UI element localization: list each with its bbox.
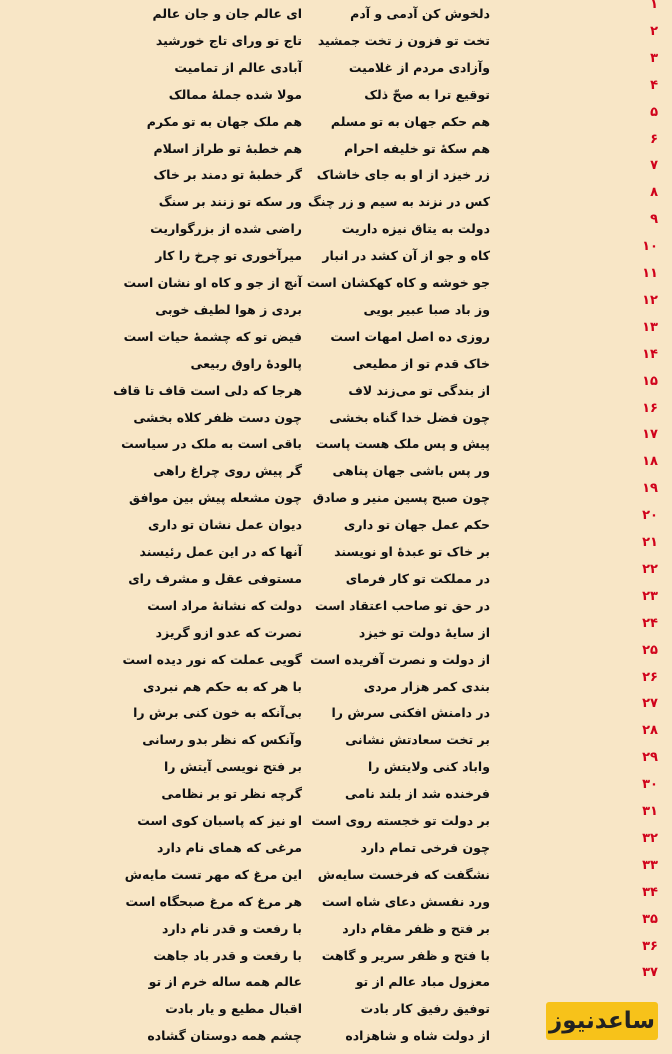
- first-hemistich: او نیز که پاسبان کوی است: [137, 813, 302, 828]
- verse-row: [0, 777, 672, 810]
- verse-row: [0, 239, 672, 272]
- verse-row: [0, 158, 672, 191]
- verse-number: ۴: [650, 77, 658, 93]
- second-hemistich: از بندگی تو می‌زند لاف: [348, 382, 490, 398]
- first-hemistich: هم خطبهٔ تو طراز اسلام: [153, 140, 302, 156]
- verse-number: ۱۶: [642, 400, 658, 416]
- verse-number: ۱۸: [642, 454, 658, 470]
- first-hemistich: دیوان عمل نشان تو داری: [147, 517, 302, 533]
- second-hemistich: نشگفت که فرخست سایه‌ش: [317, 866, 490, 882]
- verse-number: ۳۷: [642, 965, 658, 981]
- verse-row: [0, 696, 672, 729]
- verse-number: ۱۲: [642, 292, 658, 308]
- first-hemistich: تاج تو ورای تاج خورشید: [155, 32, 302, 48]
- second-hemistich: از سایهٔ دولت تو خیزد: [358, 624, 490, 640]
- verse-row: [0, 373, 672, 407]
- verse-row: [0, 804, 672, 837]
- first-hemistich: بی‌آنکه به خون کنی برش را: [133, 705, 302, 721]
- first-hemistich: پالودهٔ راوق ربیعی: [190, 355, 302, 371]
- second-hemistich: پیش و پس ملک هست پاست: [315, 436, 490, 452]
- second-hemistich: واباد کنی ولایتش را: [368, 759, 490, 775]
- verse-row: [0, 642, 672, 676]
- verse-number: ۳۵: [642, 911, 658, 927]
- first-hemistich: فیض تو که چشمهٔ حیات است: [123, 328, 302, 344]
- verse-number: ۸: [650, 185, 658, 201]
- first-hemistich: هرجا که دلی است قاف تا قاف: [113, 382, 302, 398]
- verse-row: [0, 50, 672, 84]
- verse-row: [0, 535, 672, 568]
- verse-row: [0, 561, 672, 595]
- first-hemistich: راضی شده از بزرگواریت: [150, 221, 302, 237]
- second-hemistich: دولت به یتاق نیزه داریت: [341, 221, 490, 237]
- verse-row: [0, 77, 672, 111]
- verse-number: ۲۹: [642, 750, 658, 766]
- verse-number: ۲۸: [642, 723, 658, 739]
- verse-row: [0, 508, 672, 541]
- verse-row: [0, 615, 672, 649]
- verse-number: ۲۰: [642, 508, 658, 524]
- second-hemistich: بر خاک تو عبدهٔ او نویسند: [334, 544, 490, 559]
- verse-number: ۳۲: [642, 830, 658, 846]
- verse-row: [0, 830, 672, 864]
- second-hemistich: بر تخت سعادتش نشانی: [345, 732, 490, 748]
- first-hemistich: ور سکه تو زنند بر سنگ: [158, 194, 302, 210]
- verse-row: [0, 292, 672, 326]
- verse-row: [0, 0, 672, 30]
- verse-number: ۳۱: [642, 804, 658, 819]
- second-hemistich: بر فتح و ظفر مقام دارد: [342, 920, 490, 936]
- second-hemistich: در حق تو صاحب اعتقاد است: [314, 597, 490, 613]
- verse-row: [0, 185, 672, 218]
- verse-number: ۳: [650, 50, 658, 66]
- verse-number: ۳۳: [642, 857, 658, 873]
- verse-row: [0, 212, 672, 245]
- first-hemistich: با رفعت و قدر نام دارد: [161, 920, 302, 936]
- first-hemistich: چون دست ظفر کلاه بخشی: [133, 409, 302, 425]
- second-hemistich: هم سکهٔ تو خلیفه احرام: [344, 140, 490, 156]
- verse-number: ۶: [650, 131, 658, 147]
- verse-row: [0, 965, 672, 998]
- verse-row: [0, 266, 672, 299]
- verse-row: [0, 454, 672, 487]
- verse-number: ۲۷: [642, 696, 658, 712]
- second-hemistich: ورد نفسش دعای شاه است: [321, 893, 490, 909]
- verse-row: [0, 481, 672, 514]
- first-hemistich: آنها که در این عمل رئیسند: [139, 544, 302, 559]
- verse-row: [0, 857, 672, 891]
- first-hemistich: گرچه نظر تو بر نظامی: [161, 786, 302, 802]
- verse-number: ۱۴: [642, 346, 658, 362]
- verse-number: ۲۴: [642, 615, 658, 631]
- second-hemistich: چون صبح پسین منیر و صادق: [312, 490, 490, 506]
- first-hemistich: بر فتح نویسی آیتش را: [164, 759, 302, 775]
- verse-row: [0, 723, 672, 756]
- verse-row: [0, 23, 672, 57]
- first-hemistich: دولت که نشانهٔ مراد است: [147, 597, 302, 613]
- verse-number: ۲۲: [642, 561, 658, 577]
- second-hemistich: ور پس باشی جهان پناهی: [332, 463, 490, 479]
- verse-row: [0, 750, 672, 783]
- second-hemistich: هم حکم جهان به تو مسلم: [330, 113, 490, 129]
- second-hemistich: چون فضل خدا گناه بخشی: [329, 409, 490, 425]
- verse-row: [0, 427, 672, 460]
- first-hemistich: ای عالم جان و جان عالم: [152, 6, 302, 21]
- first-hemistich: مولا شده جملهٔ ممالک: [168, 86, 302, 102]
- first-hemistich: باقی است به ملک در سیاست: [121, 436, 302, 452]
- second-hemistich: وآزادی مردم از غلامیت: [348, 59, 490, 75]
- second-hemistich: با فتح و ظفر سریر و گاهت: [321, 947, 490, 963]
- verse-number: ۳۶: [642, 938, 658, 954]
- first-hemistich: چشم همه دوستان گشاده: [147, 1028, 302, 1044]
- first-hemistich: میرآخوری تو چرخ را کار: [155, 248, 302, 264]
- first-hemistich: مستوفی عقل و مشرف رای: [128, 570, 302, 586]
- first-hemistich: گویی عملت که نور دیده است: [122, 651, 302, 667]
- first-hemistich: مرغی که همای نام دارد: [156, 839, 302, 855]
- second-hemistich: از دولت و نصرت آفریده است: [310, 651, 490, 667]
- verse-row: [0, 104, 672, 138]
- verse-row: [0, 884, 672, 918]
- verse-number: ۱۳: [642, 319, 658, 335]
- verse-number: ۲۶: [642, 669, 658, 685]
- first-hemistich: هم ملک جهان به تو مکرم: [146, 113, 302, 129]
- first-hemistich: عالم همه ساله خرم از تو: [148, 974, 302, 990]
- verse-number: ۵: [650, 104, 658, 120]
- verse-row: [0, 400, 672, 434]
- first-hemistich: با هر که به حکم هم نبردی: [142, 678, 302, 694]
- verse-row: [0, 938, 672, 972]
- second-hemistich: وز باد صبا عبیر بویی: [363, 301, 490, 317]
- verse-row: [0, 911, 672, 945]
- second-hemistich: بندی کمر هزار مردی: [363, 678, 490, 694]
- second-hemistich: حکم عمل جهان تو داری: [343, 517, 490, 533]
- verse-number: ۳۴: [642, 884, 658, 900]
- verse-row: [0, 346, 672, 380]
- verse-number: ۲: [650, 23, 658, 39]
- second-hemistich: توفیق رفیق کار بادت: [360, 1001, 490, 1017]
- first-hemistich: نصرت که عدو ازو گریزد: [155, 624, 302, 640]
- second-hemistich: چون فرخی تمام دارد: [360, 839, 490, 855]
- verse-number: ۱۱: [642, 266, 658, 281]
- second-hemistich: معزول مباد عالم از تو: [355, 974, 490, 990]
- verse-number: ۲۵: [642, 642, 658, 658]
- second-hemistich: تخت تو فزون ز تخت جمشید: [317, 32, 490, 48]
- first-hemistich: با رفعت و قدر باد جاهت: [153, 947, 302, 963]
- second-hemistich: فرخنده شد از بلند نامی: [345, 786, 490, 802]
- first-hemistich: چون مشعله پیش بین موافق: [129, 490, 302, 506]
- second-hemistich: از دولت شاه و شاهزاده: [345, 1028, 490, 1044]
- second-hemistich: کاه و جو از آن کشد در انبار: [322, 248, 490, 264]
- first-hemistich: آنچ از جو و کاه او نشان است: [123, 275, 302, 290]
- first-hemistich: هر مرغ که مرغ صبحگاه است: [125, 893, 302, 909]
- second-hemistich: دلخوش کن آدمی و آدم: [350, 6, 490, 21]
- verse-number: ۷: [650, 158, 658, 174]
- second-hemistich: جو خوشه و کاه کهکشان است: [306, 275, 490, 290]
- verse-number: ۱۹: [642, 481, 658, 497]
- second-hemistich: در مملکت تو کار فرمای: [345, 570, 490, 586]
- second-hemistich: بر دولت تو خجسته روی است: [311, 813, 490, 828]
- verse-row: [0, 588, 672, 622]
- watermark-text: ساعدنیوز: [549, 1008, 655, 1034]
- second-hemistich: روزی ده اصل امهات است: [330, 328, 490, 344]
- verse-number: ۱۰: [642, 239, 658, 255]
- first-hemistich: آبادی عالم از تمامیت: [174, 59, 302, 75]
- verse-number: ۹: [650, 212, 658, 228]
- verse-row: [0, 319, 672, 353]
- verse-row: [0, 131, 672, 165]
- verse-number: ۲۱: [642, 535, 658, 550]
- verse-number: ۱۷: [642, 427, 658, 443]
- second-hemistich: در دامنش افکنی سرش را: [331, 705, 490, 721]
- verse-row: [0, 669, 672, 703]
- second-hemistich: توقیع ترا به صحّ ذلک: [364, 86, 490, 102]
- first-hemistich: بردی ز هوا لطیف خوبی: [155, 301, 302, 317]
- first-hemistich: گر پیش روی چراغ راهی: [153, 463, 302, 479]
- second-hemistich: زر خیزد از او به جای خاشاک: [316, 167, 490, 183]
- verse-number: ۱۵: [642, 373, 658, 389]
- watermark-logo: [546, 1002, 658, 1040]
- first-hemistich: این مرغ که مهر تست مایه‌ش: [124, 866, 302, 882]
- first-hemistich: وآنکس که نظر بدو رسانی: [142, 732, 302, 748]
- first-hemistich: گر خطبهٔ تو دمند بر خاک: [153, 167, 302, 183]
- verse-number: ۲۳: [642, 588, 658, 604]
- second-hemistich: کس در نزند به سیم و زر چنگ: [308, 194, 490, 210]
- second-hemistich: خاک قدم تو از مطیعی: [352, 355, 490, 371]
- first-hemistich: اقبال مطیع و یار بادت: [165, 1001, 302, 1017]
- verse-number: ۱: [650, 0, 658, 12]
- verse-number: ۳۰: [642, 777, 658, 793]
